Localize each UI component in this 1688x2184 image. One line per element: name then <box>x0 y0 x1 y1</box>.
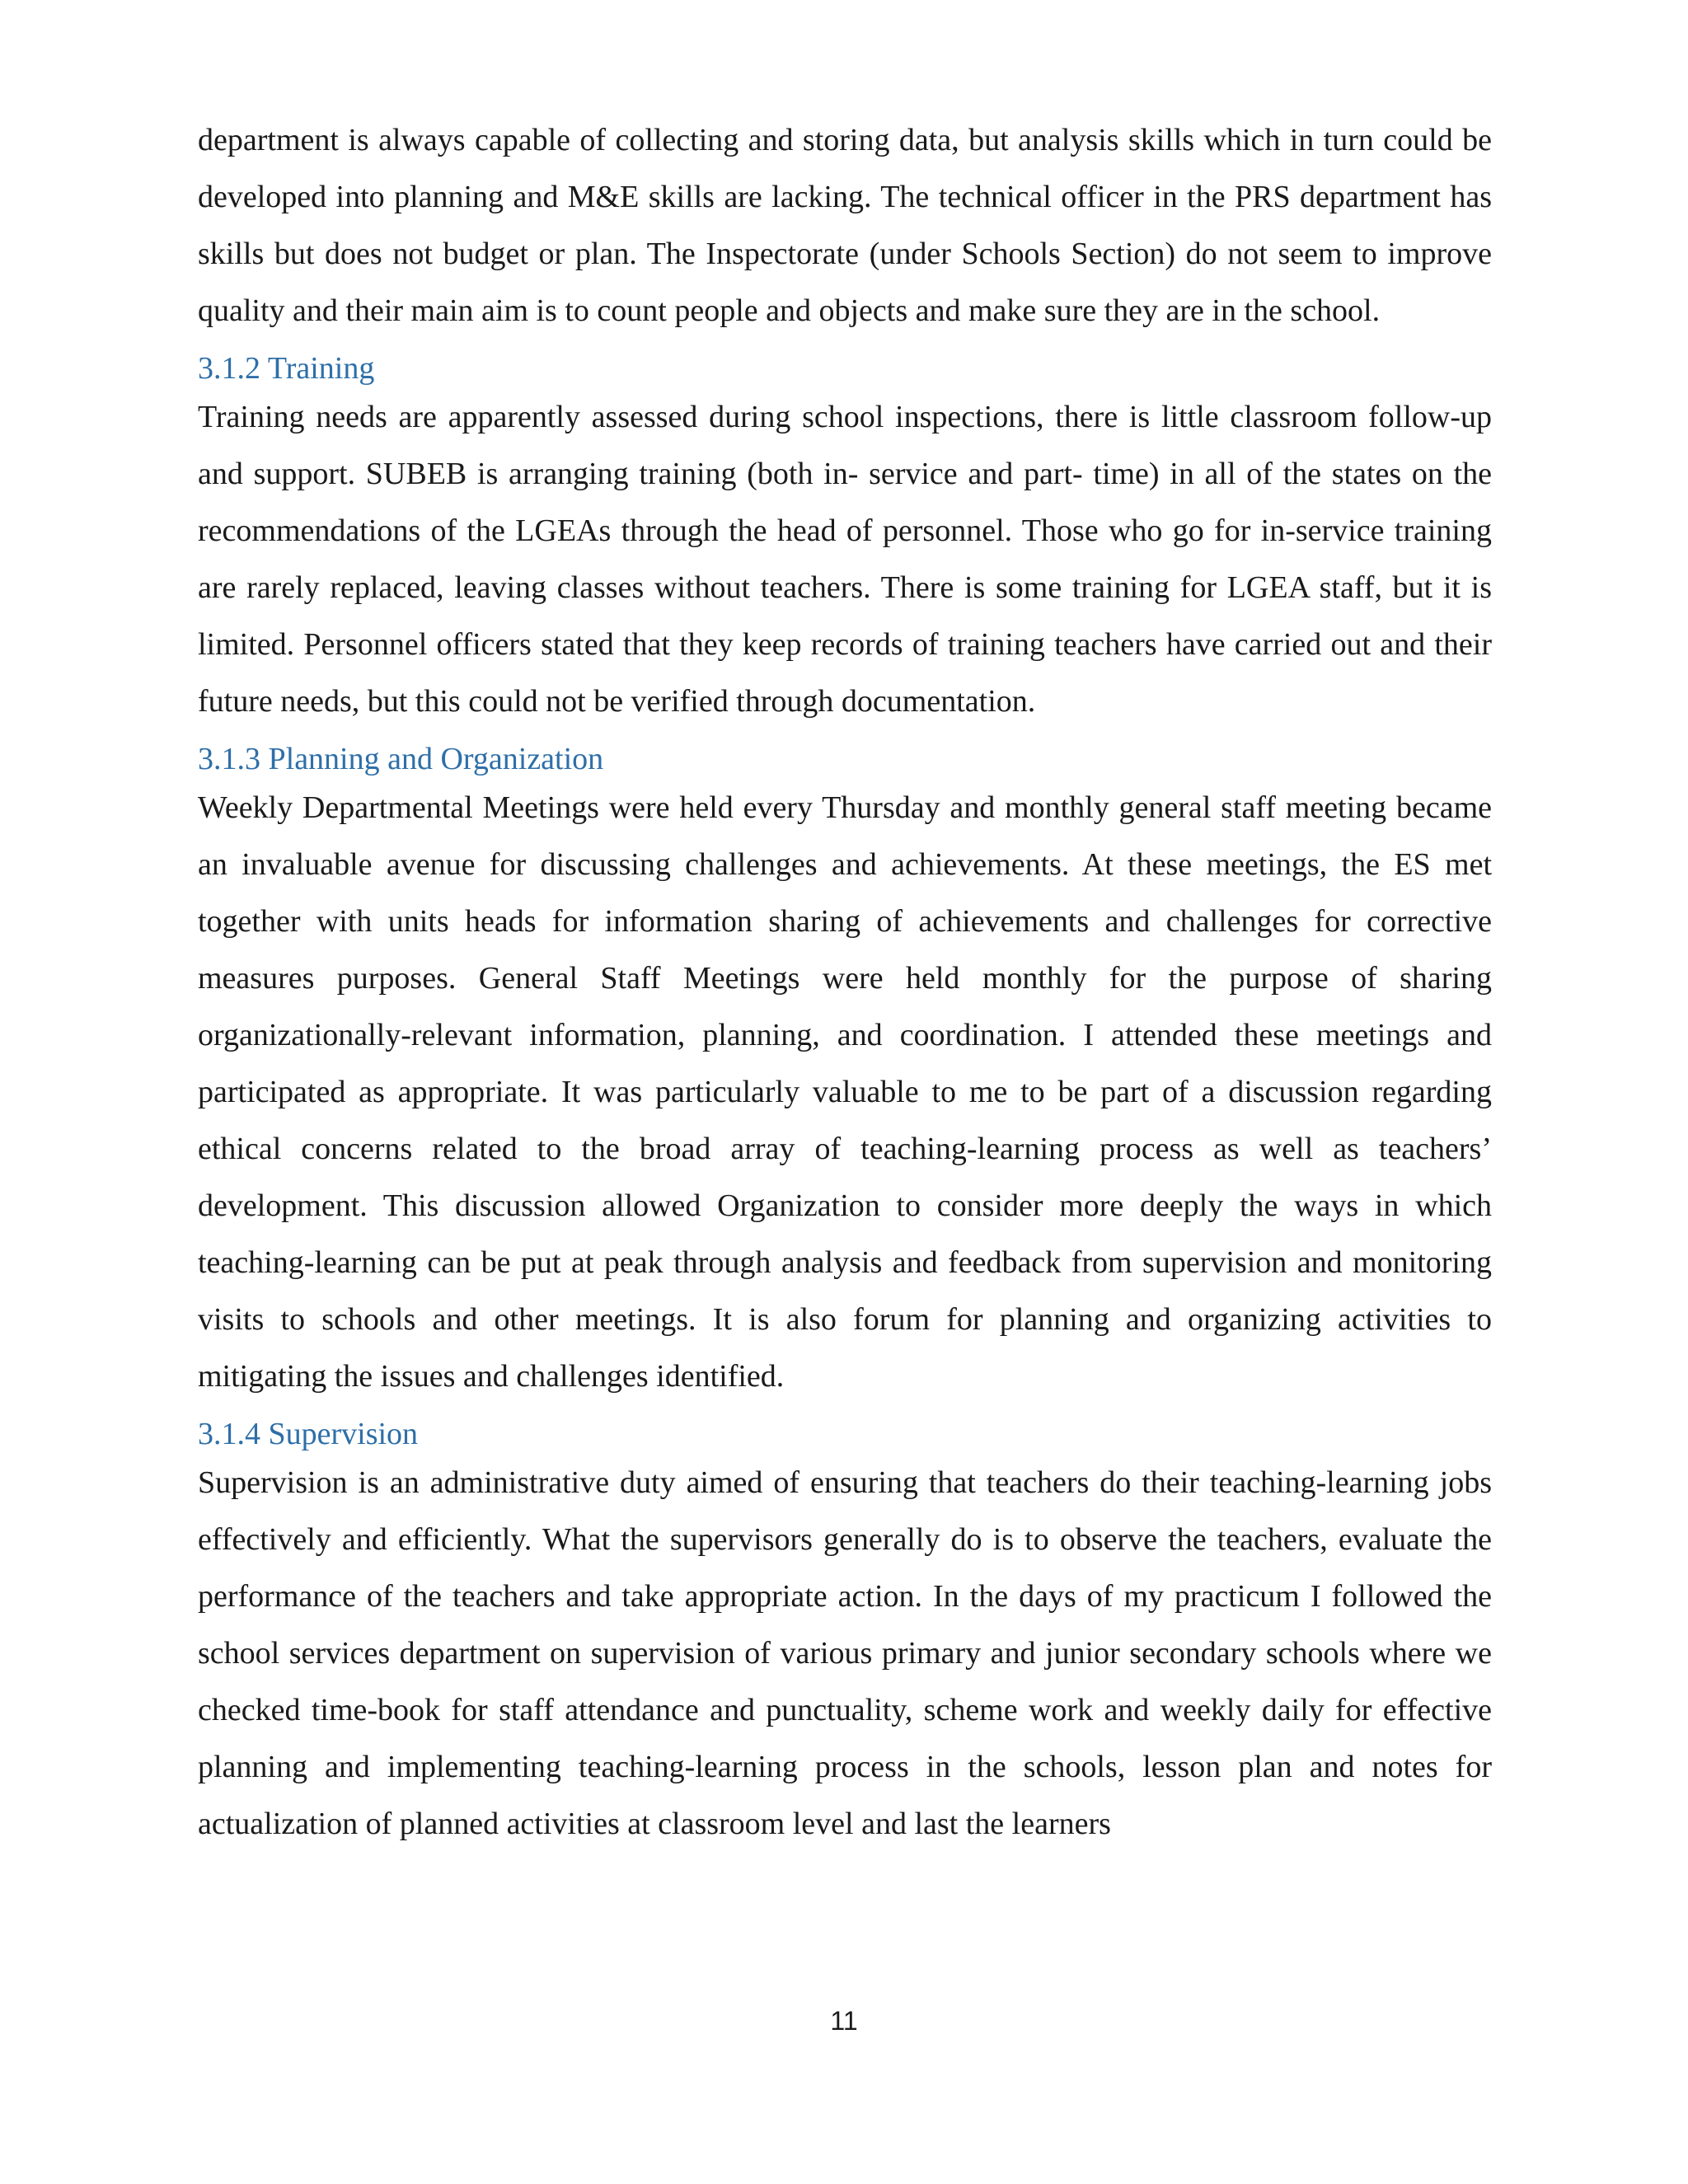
heading-supervision: 3.1.4 Supervision <box>198 1417 419 1451</box>
paragraph-supervision: Supervision is an administrative duty aimed of ensuring that teachers do their teaching-learning jobs effectively and efficiently. What the supervisors generally do is to observe the teachers, evaluate the performance of the teachers and take appropriate action. In the days of my practicum I followed the school services department on supervision of various primary and junior secondary schools where we checked time-book for staff attendance and punctuality, scheme work and weekly daily for effective planning and implementing teaching-learning process in the schools, lesson plan and notes for actualization of planned activities at classroom level and last the learners <box>198 1465 1492 1841</box>
heading-training: 3.1.2 Training <box>198 351 375 386</box>
heading-planning-organization: 3.1.3 Planning and Organization <box>198 742 604 776</box>
paragraph-planning-organization: Weekly Departmental Meetings were held every Thursday and monthly general staff meeting became an invaluable avenue for discussing challenges and achievements. At these meetings, the ES met together with units heads for information sharing of achievements and challenges for corrective measures purposes. General Staff Meetings were held monthly for the purpose of sharing organizationally-relevant information, planning, and coordination. I attended these meetings and participated as appropriate. It was particularly valuable to me to be part of a discussion regarding ethical concerns related to the broad array of teaching-learning process as well as teachers’ development. This discussion allowed Organization to consider more deeply the ways in which teaching-learning can be put at peak through analysis and feedback from supervision and monitoring visits to schools and other meetings. It is also forum for planning and organizing activities to mitigating the issues and challenges identified. <box>198 790 1492 1394</box>
page-number: 11 <box>830 2006 858 2036</box>
paragraph-intro: department is always capable of collecting and storing data, but analysis skills which in turn could be developed into planning and M&E skills are lacking. The technical officer in the PRS department has skills but does not budget or plan. The Inspectorate (under Schools Section) do not seem to improve quality and their main aim is to count people and objects and make sure they are in the school. <box>198 123 1492 328</box>
document-page <box>198 112 1492 1853</box>
paragraph-training: Training needs are apparently assessed during school inspections, there is little classroom follow-up and support. SUBEB is arranging training (both in- service and part- time) in all of the states on the recommendations of the LGEAs through the head of personnel. Those who go for in-service training are rarely replaced, leaving classes without teachers. There is some training for LGEA staff, but it is limited. Personnel officers stated that they keep records of training teachers have carried out and their future needs, but this could not be verified through documentation. <box>198 400 1492 719</box>
